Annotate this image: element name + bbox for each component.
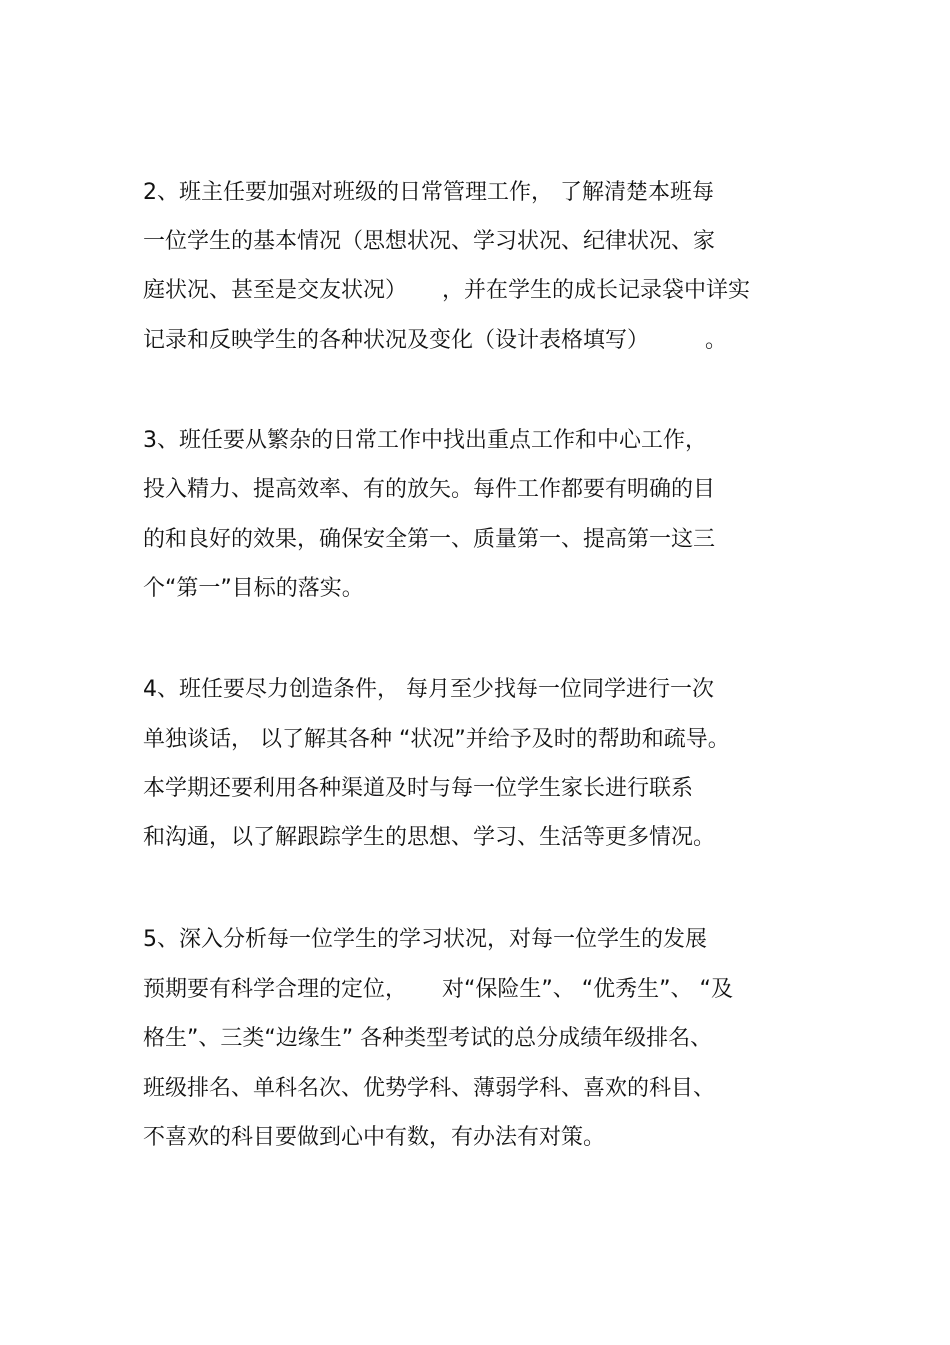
text-line: 单独谈话， 以了解其各种 “状况”并给予及时的帮助和疏导。 (143, 727, 730, 752)
text-line: 的和良好的效果，确保安全第一、质量第一、提高第一这三 (143, 527, 716, 552)
text-line: 不喜欢的科目要做到心中有数，有办法有对策。 (143, 1125, 606, 1150)
text-line: 格生”、三类“边缘生” 各种类型考试的总分成绩年级排名、 (143, 1026, 713, 1051)
text-line: 个“第一”目标的落实。 (143, 576, 364, 601)
text-line: 预期要有科学合理的定位， 对“保险生”、 “优秀生”、 “及 (143, 977, 733, 1002)
text-line: 5、深入分析每一位学生的学习状况，对每一位学生的发展 (143, 927, 707, 952)
text-line: 3、班任要从繁杂的日常工作中找出重点工作和中心工作， (143, 428, 707, 453)
text-line: 2、班主任要加强对班级的日常管理工作， 了解清楚本班每 (143, 180, 714, 205)
text-line: 本学期还要利用各种渠道及时与每一位学生家长进行联系 (143, 776, 694, 801)
text-line: 一位学生的基本情况（思想状况、学习状况、纪律状况、家 (143, 229, 716, 254)
text-line: 4、班任要尽力创造条件， 每月至少找每一位同学进行一次 (143, 677, 714, 702)
text-line: 投入精力、提高效率、有的放矢。每件工作都要有明确的目 (143, 477, 716, 502)
text-line: 班级排名、单科名次、优势学科、薄弱学科、喜欢的科目、 (143, 1076, 716, 1101)
text-line: 庭状况、甚至是交友状况） ，并在学生的成长记录袋中详实 (143, 278, 750, 303)
text-line: 记录和反映学生的各种状况及变化（设计表格填写） 。 (143, 328, 727, 353)
text-line: 和沟通，以了解跟踪学生的思想、学习、生活等更多情况。 (143, 825, 716, 850)
